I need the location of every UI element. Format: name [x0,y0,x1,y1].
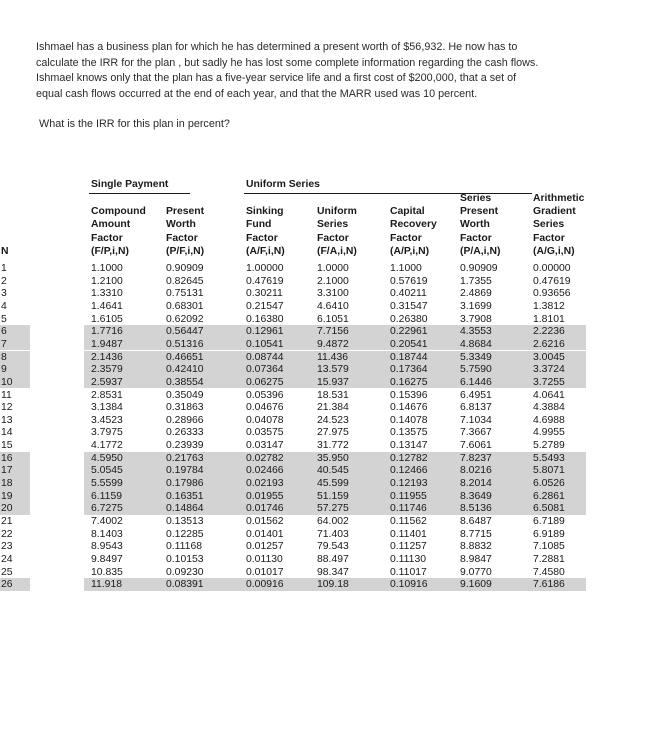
row-n-value: 21 [1,516,13,527]
column-header-line: Worth [460,219,490,231]
factor-value: 8.6487 [460,516,492,527]
column-header-line: Gradient [533,206,576,218]
factor-value: 6.1159 [91,490,123,502]
column-header-line: Factor [166,232,198,244]
factor-value: 0.11955 [390,490,427,502]
factor-value: 6.7275 [91,503,123,515]
factor-value: 0.13513 [166,516,204,527]
problem-line: Ishmael has a business plan for which he has determined a present worth of $56,932. He now has to [36,41,518,53]
column-header-line: (A/G,i,N) [533,245,575,257]
factor-value: 0.90909 [166,263,204,274]
row-n-value: 10 [1,376,13,388]
column-header-line: Fund [246,219,272,231]
factor-value: 0.18744 [390,351,428,363]
factor-value: 0.16351 [166,490,204,502]
column-header-line: Series [317,219,349,231]
column-header-line: Sinking [246,206,284,218]
factor-value: 0.22961 [390,326,428,338]
factor-value: 0.12782 [390,452,428,464]
factor-value: 0.08391 [166,579,204,591]
column-header-line: Factor [246,232,278,244]
factor-value: 9.0770 [460,566,492,578]
factor-value: 0.12193 [390,478,428,490]
factor-value: 4.8684 [460,338,492,350]
row-n-value: 1 [1,263,7,274]
factor-value: 0.11130 [390,553,427,565]
factor-value: 0.04676 [246,402,284,414]
factor-value: 3.0045 [533,351,565,363]
factor-value: 1.1000 [91,263,123,274]
factor-value: 8.2014 [460,478,492,490]
factor-value: 0.19784 [166,465,204,477]
factor-value: 3.1384 [91,402,123,414]
factor-value: 18.531 [317,389,349,401]
factor-value: 3.1699 [460,300,492,312]
factor-value: 8.1403 [91,528,123,540]
factor-value: 10.835 [91,566,123,578]
factor-value: 11.918 [91,579,123,591]
row-n-value: 26 [1,579,13,591]
factor-value: 7.8237 [460,452,492,464]
factor-value: 0.21547 [246,300,284,312]
factor-value: 5.0545 [91,465,123,477]
factor-value: 0.05396 [246,389,284,401]
group-header-single-payment: Single Payment [91,179,169,190]
factor-value: 0.42410 [166,364,204,376]
factor-value: 7.1085 [533,541,565,553]
factor-value: 0.47619 [246,275,284,287]
factor-value: 2.1436 [91,351,123,363]
row-n-value: 18 [1,478,13,490]
factor-value: 6.1446 [460,376,492,388]
factor-value: 1.3812 [533,300,565,312]
factor-value: 1.7355 [460,275,492,287]
factor-value: 5.3349 [460,351,492,363]
factor-value: 0.02782 [246,452,284,464]
factor-value: 6.7189 [533,516,565,527]
problem-line: equal cash flows occurred at the end of each year, and that the MARR used was 10 percent. [36,87,478,100]
single-payment-underline [89,193,190,194]
row-n-value: 13 [1,414,13,426]
factor-value: 0.82645 [166,275,204,287]
factor-value: 4.3884 [533,402,565,414]
factor-value: 0.56447 [166,326,204,338]
row-n-value: 22 [1,528,13,540]
factor-value: 9.4872 [317,338,349,350]
factor-value: 0.02466 [246,465,284,477]
column-header-line: (F/P,i,N) [91,245,129,257]
factor-value: 0.31863 [166,402,204,414]
column-header-line: Factor [460,232,492,244]
factor-value: 0.13575 [390,427,428,439]
factor-value: 0.08744 [246,351,284,363]
factor-value: 4.0641 [533,389,565,401]
factor-value: 0.11401 [390,528,427,540]
row-n-value: 17 [1,465,13,477]
factor-value: 79.543 [317,541,349,553]
factor-value: 71.403 [317,528,349,540]
problem-line: Ishmael knows only that the plan has a five-year service life and a first cost of $200,000, that a set of [36,72,517,84]
column-header-n: N [1,245,9,257]
factor-value: 5.5599 [91,478,123,490]
column-header-line: Uniform [317,206,357,218]
factor-value: 109.18 [317,579,349,591]
column-header-line: (A/F,i,N) [246,245,285,257]
factor-value: 8.9847 [460,553,492,565]
factor-value: 1.00000 [246,263,284,274]
factor-value: 7.2881 [533,553,565,565]
factor-value: 0.15396 [390,389,428,401]
factor-value: 7.7156 [317,326,349,338]
factor-value: 1.6105 [91,313,123,325]
column-header-line: Present [166,206,205,218]
column-header-line: Present [460,206,499,218]
factor-value: 51.159 [317,490,349,502]
factor-value: 7.3667 [460,427,492,439]
column-header-line: (F/A,i,N) [317,245,357,257]
factor-value: 8.3649 [460,490,492,502]
factor-value: 0.12466 [390,465,428,477]
factor-value: 0.40211 [390,288,427,300]
row-n-value: 11 [1,389,12,401]
factor-value: 8.5136 [460,503,492,515]
factor-value: 0.12285 [166,528,204,540]
factor-value: 27.975 [317,427,349,439]
row-n-value: 12 [1,402,13,414]
factor-value: 64.002 [317,516,349,527]
question-text: What is the IRR for this plan in percent? [39,118,230,130]
factor-value: 0.35049 [166,389,204,401]
factor-value: 0.01130 [246,553,283,565]
column-header-line: Factor [91,232,123,244]
factor-value: 0.02193 [246,478,284,490]
factor-value: 4.6988 [533,414,565,426]
factor-value: 4.1772 [91,440,123,452]
column-header-line: (A/P,i,N) [390,245,430,257]
factor-value: 0.62092 [166,313,204,325]
factor-value: 0.21763 [166,452,204,464]
factor-value: 0.10916 [390,579,428,591]
column-header-line: (P/A,i,N) [460,245,501,257]
factor-value: 4.6410 [317,300,349,312]
factor-value: 2.3579 [91,364,123,376]
factor-value: 0.11746 [390,503,427,515]
factor-value: 8.0216 [460,465,492,477]
factor-value: 0.10541 [246,338,284,350]
factor-value: 3.4523 [91,414,123,426]
factor-value: 0.46651 [166,351,204,363]
factor-value: 0.04078 [246,414,284,426]
column-header-line: Capital [390,206,425,218]
row-n-value: 14 [1,427,13,439]
factor-value: 0.90909 [460,263,498,274]
factor-value: 0.00000 [533,263,571,274]
factor-value: 7.4580 [533,566,565,578]
factor-value: 8.8832 [460,541,492,553]
column-header-line: Amount [91,219,131,231]
problem-line: calculate the IRR for the plan , but sadly he has lost some complete information regarding the cash flows. [36,56,539,69]
column-header-line: Factor [533,232,565,244]
factor-value: 15.937 [317,376,349,388]
factor-value: 0.16275 [390,376,428,388]
factor-value: 0.38554 [166,376,204,388]
factor-value: 0.17364 [390,364,428,376]
factor-value: 40.545 [317,465,349,477]
factor-value: 4.9955 [533,427,565,439]
row-n-value: 25 [1,566,13,578]
factor-value: 0.28966 [166,414,204,426]
factor-value: 0.03147 [246,440,284,452]
factor-value: 2.2236 [533,326,565,338]
factor-value: 0.13147 [390,440,428,452]
factor-value: 1.4641 [91,300,123,312]
row-n-value: 6 [1,326,7,338]
factor-value: 7.6061 [460,440,492,452]
factor-value: 13.579 [317,364,349,376]
factor-value: 0.23939 [166,440,204,452]
factor-value: 0.12961 [246,326,284,338]
factor-value: 6.8137 [460,402,492,414]
factor-value: 98.347 [317,566,349,578]
factor-value: 1.8101 [533,313,565,325]
factor-value: 6.1051 [317,313,349,325]
factor-value: 0.11168 [166,541,203,553]
factor-value: 4.3553 [460,326,492,338]
column-header-line: Series [460,193,492,204]
row-n-value: 8 [1,351,7,363]
row-n-value: 5 [1,313,7,325]
factor-value: 1.0000 [317,263,349,274]
factor-value: 3.7255 [533,376,565,388]
factor-value: 0.06275 [246,376,284,388]
factor-value: 45.599 [317,478,349,490]
row-n-value: 4 [1,300,7,312]
factor-value: 0.11257 [390,541,427,553]
factor-value: 5.5493 [533,452,565,464]
factor-value: 6.4951 [460,389,492,401]
column-header-line: Recovery [390,219,437,231]
row-n-value: 19 [1,490,13,502]
factor-value: 24.523 [317,414,349,426]
factor-value: 0.03575 [246,427,284,439]
row-n-value: 16 [1,452,13,464]
factor-value: 0.16380 [246,313,284,325]
factor-value: 2.4869 [460,288,492,300]
factor-value: 1.2100 [91,275,123,287]
factor-value: 3.3724 [533,364,565,376]
factor-value: 1.3310 [91,288,123,300]
factor-value: 1.9487 [91,338,123,350]
column-header-line: Arithmetic [533,193,585,204]
factor-value: 0.01562 [246,516,284,527]
factor-value: 7.1034 [460,414,492,426]
column-header-line: Factor [390,232,422,244]
factor-value: 6.9189 [533,528,565,540]
factor-value: 9.1609 [460,579,492,591]
factor-value: 0.01401 [246,528,284,540]
row-n-value: 15 [1,440,13,452]
factor-value: 5.2789 [533,440,565,452]
column-header-line: Compound [91,206,146,218]
factor-value: 0.14676 [390,402,428,414]
column-header-line: (P/F,i,N) [166,245,205,257]
factor-value: 8.7715 [460,528,492,540]
factor-value: 0.26380 [390,313,428,325]
factor-value: 0.09230 [166,566,204,578]
factor-value: 0.11562 [390,516,427,527]
factor-value: 0.31547 [390,300,428,312]
factor-value: 0.57619 [390,275,428,287]
factor-value: 31.772 [317,440,349,452]
factor-value: 7.6186 [533,579,565,591]
factor-value: 0.01257 [246,541,284,553]
factor-value: 0.01017 [246,566,284,578]
column-header-line: Factor [317,232,349,244]
factor-value: 0.20541 [390,338,428,350]
row-n-value: 9 [1,364,7,376]
factor-value: 3.7975 [91,427,123,439]
factor-value: 2.6216 [533,338,565,350]
row-n-value: 20 [1,503,13,515]
factor-value: 2.1000 [317,275,349,287]
factor-value: 21.384 [317,402,349,414]
column-header-line: Worth [166,219,196,231]
factor-value: 6.2861 [533,490,565,502]
factor-value: 0.75131 [166,288,204,300]
factor-value: 0.17986 [166,478,204,490]
factor-value: 11.436 [317,351,349,363]
factor-value: 0.07364 [246,364,284,376]
factor-value: 0.01955 [246,490,284,502]
factor-value: 2.8531 [91,389,123,401]
row-n-value: 23 [1,541,13,553]
row-n-value: 2 [1,275,7,287]
factor-value: 0.14078 [390,414,428,426]
factor-value: 2.5937 [91,376,123,388]
factor-value: 0.11017 [390,566,427,578]
factor-value: 5.7590 [460,364,492,376]
factor-value: 6.5081 [533,503,565,515]
factor-value: 88.497 [317,553,349,565]
factor-value: 0.01746 [246,503,284,515]
factor-value: 57.275 [317,503,349,515]
factor-value: 35.950 [317,452,349,464]
row-n-value: 24 [1,553,13,565]
factor-value: 3.7908 [460,313,492,325]
factor-value: 0.47619 [533,275,571,287]
factor-value: 0.10153 [166,553,204,565]
factor-value: 6.0526 [533,478,565,490]
factor-value: 8.9543 [91,541,123,553]
factor-value: 0.26333 [166,427,204,439]
factor-value: 1.7716 [91,326,123,338]
factor-value: 0.30211 [246,288,283,300]
group-header-uniform-series: Uniform Series [246,179,320,190]
factor-value: 0.00916 [246,579,284,591]
factor-value: 3.3100 [317,288,349,300]
factor-value: 7.4002 [91,516,123,527]
factor-value: 5.8071 [533,465,565,477]
row-n-value: 7 [1,338,7,350]
row-n-value: 3 [1,288,7,300]
factor-value: 0.68301 [166,300,204,312]
factor-value: 1.1000 [390,263,422,274]
factor-value: 0.51316 [166,338,204,350]
factor-value: 9.8497 [91,553,123,565]
factor-value: 0.93656 [533,288,571,300]
factor-value: 0.14864 [166,503,204,515]
column-header-line: Series [533,219,565,231]
factor-value: 4.5950 [91,452,123,464]
